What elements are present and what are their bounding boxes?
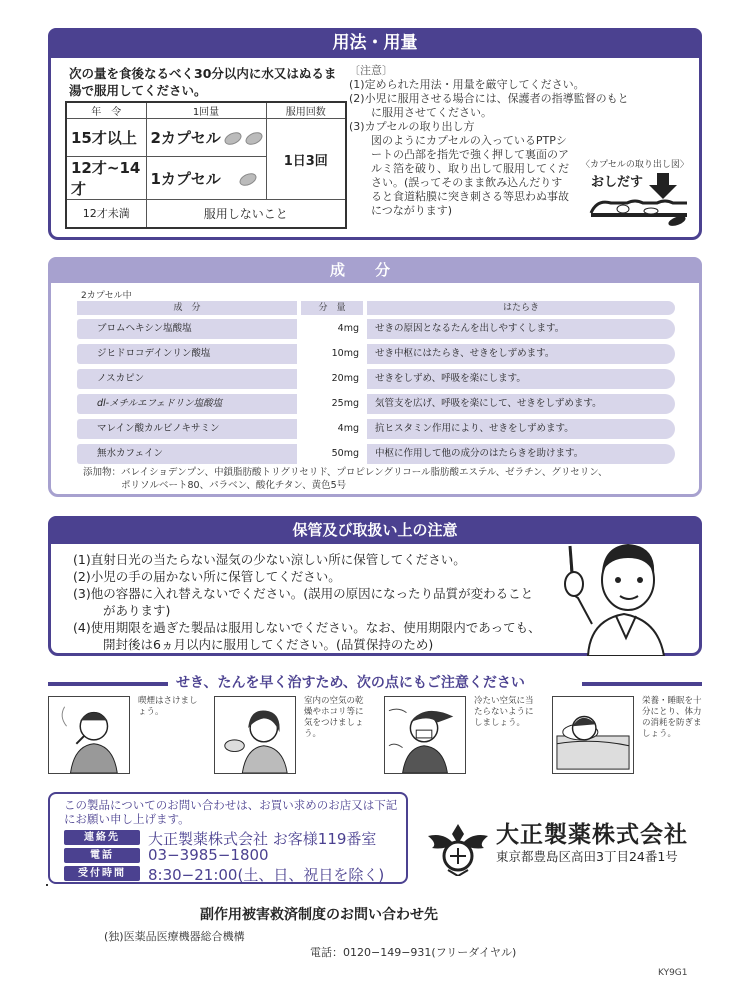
dosage-table <box>65 101 347 229</box>
sleeping-woman-illustration <box>552 696 634 774</box>
relief-phone[interactable]: 電話：0120−149−931(フリーダイヤル) <box>310 946 517 959</box>
dosage-header-times: 服用回数 <box>266 102 346 119</box>
dosage-title: 用法・用量 <box>48 28 702 58</box>
contact-label: 連絡先 <box>64 830 140 845</box>
caution-item: (1)定められた用法・用量を厳守してください。 <box>349 78 585 91</box>
table-row <box>66 157 146 200</box>
smoking-man-illustration <box>48 696 130 774</box>
table-row <box>77 369 675 389</box>
list-item: (1)直射日光の当たらない湿気の少ない涼しい所に保管してください。 <box>73 552 466 567</box>
list-item: (4)使用期限を過ぎた製品は服用しないでください。なお、使用期限内であっても、開封後は6ヵ月以内に服用してください。(品質保持のため) <box>73 620 541 652</box>
capsule-figure-label: 〈カプセルの取り出し図〉 <box>581 160 689 170</box>
age-cell: 12才未満 <box>66 200 146 228</box>
caution-item: (3)カプセルの取り出し方 <box>349 120 475 133</box>
list-item: (3)他の容器に入れ替えないでください。(誤用の原因になったり品質が変わることがあります) <box>73 586 534 618</box>
tip-text: 喫煙はさけましょう。 <box>138 696 198 717</box>
ingredients-title: 成分 <box>48 257 702 283</box>
product-code: KY9G1 <box>658 968 688 978</box>
caution-item: (2)小児に服用させる場合には、保護者の指導監督のもとに服用させてください。 <box>349 92 629 119</box>
ingredients-col-effect: はたらき <box>367 301 675 315</box>
storage-list <box>73 551 573 653</box>
ingredient-name: ジヒドロコデインリン酸塩 <box>77 344 297 364</box>
list-item: (2)小児の手の届かない所に保管してください。 <box>73 569 341 584</box>
capsule-icon <box>243 130 264 148</box>
ingredient-name: 無水カフェイン <box>77 444 297 464</box>
table-row <box>77 419 675 439</box>
table-row <box>77 319 675 339</box>
contact-value: 8:30−21:00(土、日、祝日を除く) <box>148 866 385 884</box>
dosage-header-amount: 1回量 <box>146 102 266 119</box>
company-name: 大正製薬株式会社 <box>496 822 688 848</box>
divider <box>46 884 48 886</box>
capsule-figure <box>587 169 697 235</box>
ingredient-amount: 4mg <box>299 419 365 439</box>
table-row <box>77 444 675 464</box>
storage-title: 保管及び取扱い上の注意 <box>48 516 702 544</box>
ingredients-col-amount: 分 量 <box>301 301 363 315</box>
tip-text: 栄養・睡眠を十分にとり、体力の消耗を防ぎましょう。 <box>642 696 702 739</box>
ingredients-subtitle: 2カプセル中 <box>81 291 132 301</box>
contact-phone[interactable]: 03−3985−1800 <box>148 846 269 864</box>
table-row <box>146 119 266 157</box>
ingredient-amount: 20mg <box>299 369 365 389</box>
ingredient-amount: 50mg <box>299 444 365 464</box>
amount-cell: 2カプセル <box>150 129 221 147</box>
ingredients-col-name: 成 分 <box>77 301 297 315</box>
dosage-intro: 次の量を食後なるべく30分以内に水又はぬるま湯で服用してください。 <box>69 66 337 98</box>
table-row <box>77 394 675 414</box>
relief-org: (独)医薬品医療機器総合機構 <box>104 930 245 943</box>
dust-woman-illustration <box>214 696 296 774</box>
ingredient-effect: 中枢に作用して他の成分のはたらきを助けます。 <box>367 444 675 464</box>
company-address: 東京都豊島区高田3丁目24番1号 <box>496 849 678 864</box>
capsule-howto: 図のようにカプセルの入っているPTPシートの凸部を指先で強く押して裏面のアルミ箔を破り、取り出して服用してください。(誤ってそのまま飲み込んだりすると食道粘膜に突き刺さる等思わぬ事故につながります) <box>371 134 569 217</box>
table-row <box>77 344 675 364</box>
table-row <box>66 119 146 157</box>
age-cell: 15才以上 <box>71 129 137 147</box>
capsule-icon <box>222 130 243 148</box>
amount-cell: 1カプセル <box>150 169 221 188</box>
additives-line: ポリソルベート80、パラベン、酸化チタン、黄色5号 <box>121 480 347 491</box>
ingredient-effect: せき中枢にはたらき、せきをしずめます。 <box>367 344 675 364</box>
doctor-illustration <box>548 528 698 656</box>
relief-title: 副作用被害救済制度のお問い合わせ先 <box>200 907 438 923</box>
tips-title: せき、たんを早く治すため、次の点にもご注意ください <box>176 675 525 691</box>
divider <box>582 682 702 686</box>
ingredient-amount: 10mg <box>299 344 365 364</box>
ingredient-amount: 4mg <box>299 319 365 339</box>
age-cell: 12才~14才 <box>71 159 141 198</box>
contact-intro: この製品についてのお問い合わせは、お買い求めのお店又は下記にお願い申し上げます。 <box>64 798 398 826</box>
times-cell: 1日3回 <box>266 119 346 200</box>
additives-line: 添加物：バレイショデンプン、中鎖脂肪酸トリグリセリド、プロピレングリコール脂肪酸エステル、ゼラチン、グリセリン、 <box>83 467 608 478</box>
contact-value: 大正製薬株式会社 お客様119番室 <box>148 830 377 848</box>
ingredient-name: ノスカピン <box>77 369 297 389</box>
divider <box>48 682 168 686</box>
contact-box <box>48 792 408 884</box>
ingredient-effect: せきをしずめ、呼吸を楽にします。 <box>367 369 675 389</box>
contact-label: 受付時間 <box>64 866 140 881</box>
ingredient-name: ブロムヘキシン塩酸塩 <box>77 319 297 339</box>
company-logo-icon <box>424 820 492 876</box>
ingredient-name: マレイン酸カルビノキサミン <box>77 419 297 439</box>
additives <box>83 466 683 492</box>
capsule-icon <box>237 170 258 188</box>
ingredient-effect: せきの原因となるたんを出しやすくします。 <box>367 319 675 339</box>
ingredient-effect: 気管支を広げ、呼吸を楽にして、せきをしずめます。 <box>367 394 675 414</box>
capsule-figure-text: おしだす <box>591 175 644 190</box>
cold-wind-woman-illustration <box>384 696 466 774</box>
press-arrow-icon <box>587 169 697 235</box>
caution-title: 〔注意〕 <box>349 64 393 77</box>
ingredient-name: dl-メチルエフェドリン塩酸塩 <box>77 394 297 414</box>
amount-cell: 服用しないこと <box>146 200 346 228</box>
dosage-section <box>48 28 702 240</box>
dosage-header-age: 年 令 <box>66 102 146 119</box>
ingredient-amount: 25mg <box>299 394 365 414</box>
ingredient-effect: 抗ヒスタミン作用により、せきをしずめます。 <box>367 419 675 439</box>
ingredients-section <box>48 257 702 497</box>
tip-text: 冷たい空気に当たらないようにしましょう。 <box>474 696 534 728</box>
tip-text: 室内の空気の乾燥やホコリ等に気をつけましょう。 <box>304 696 364 739</box>
contact-label: 電話 <box>64 848 140 863</box>
table-row <box>146 157 266 200</box>
